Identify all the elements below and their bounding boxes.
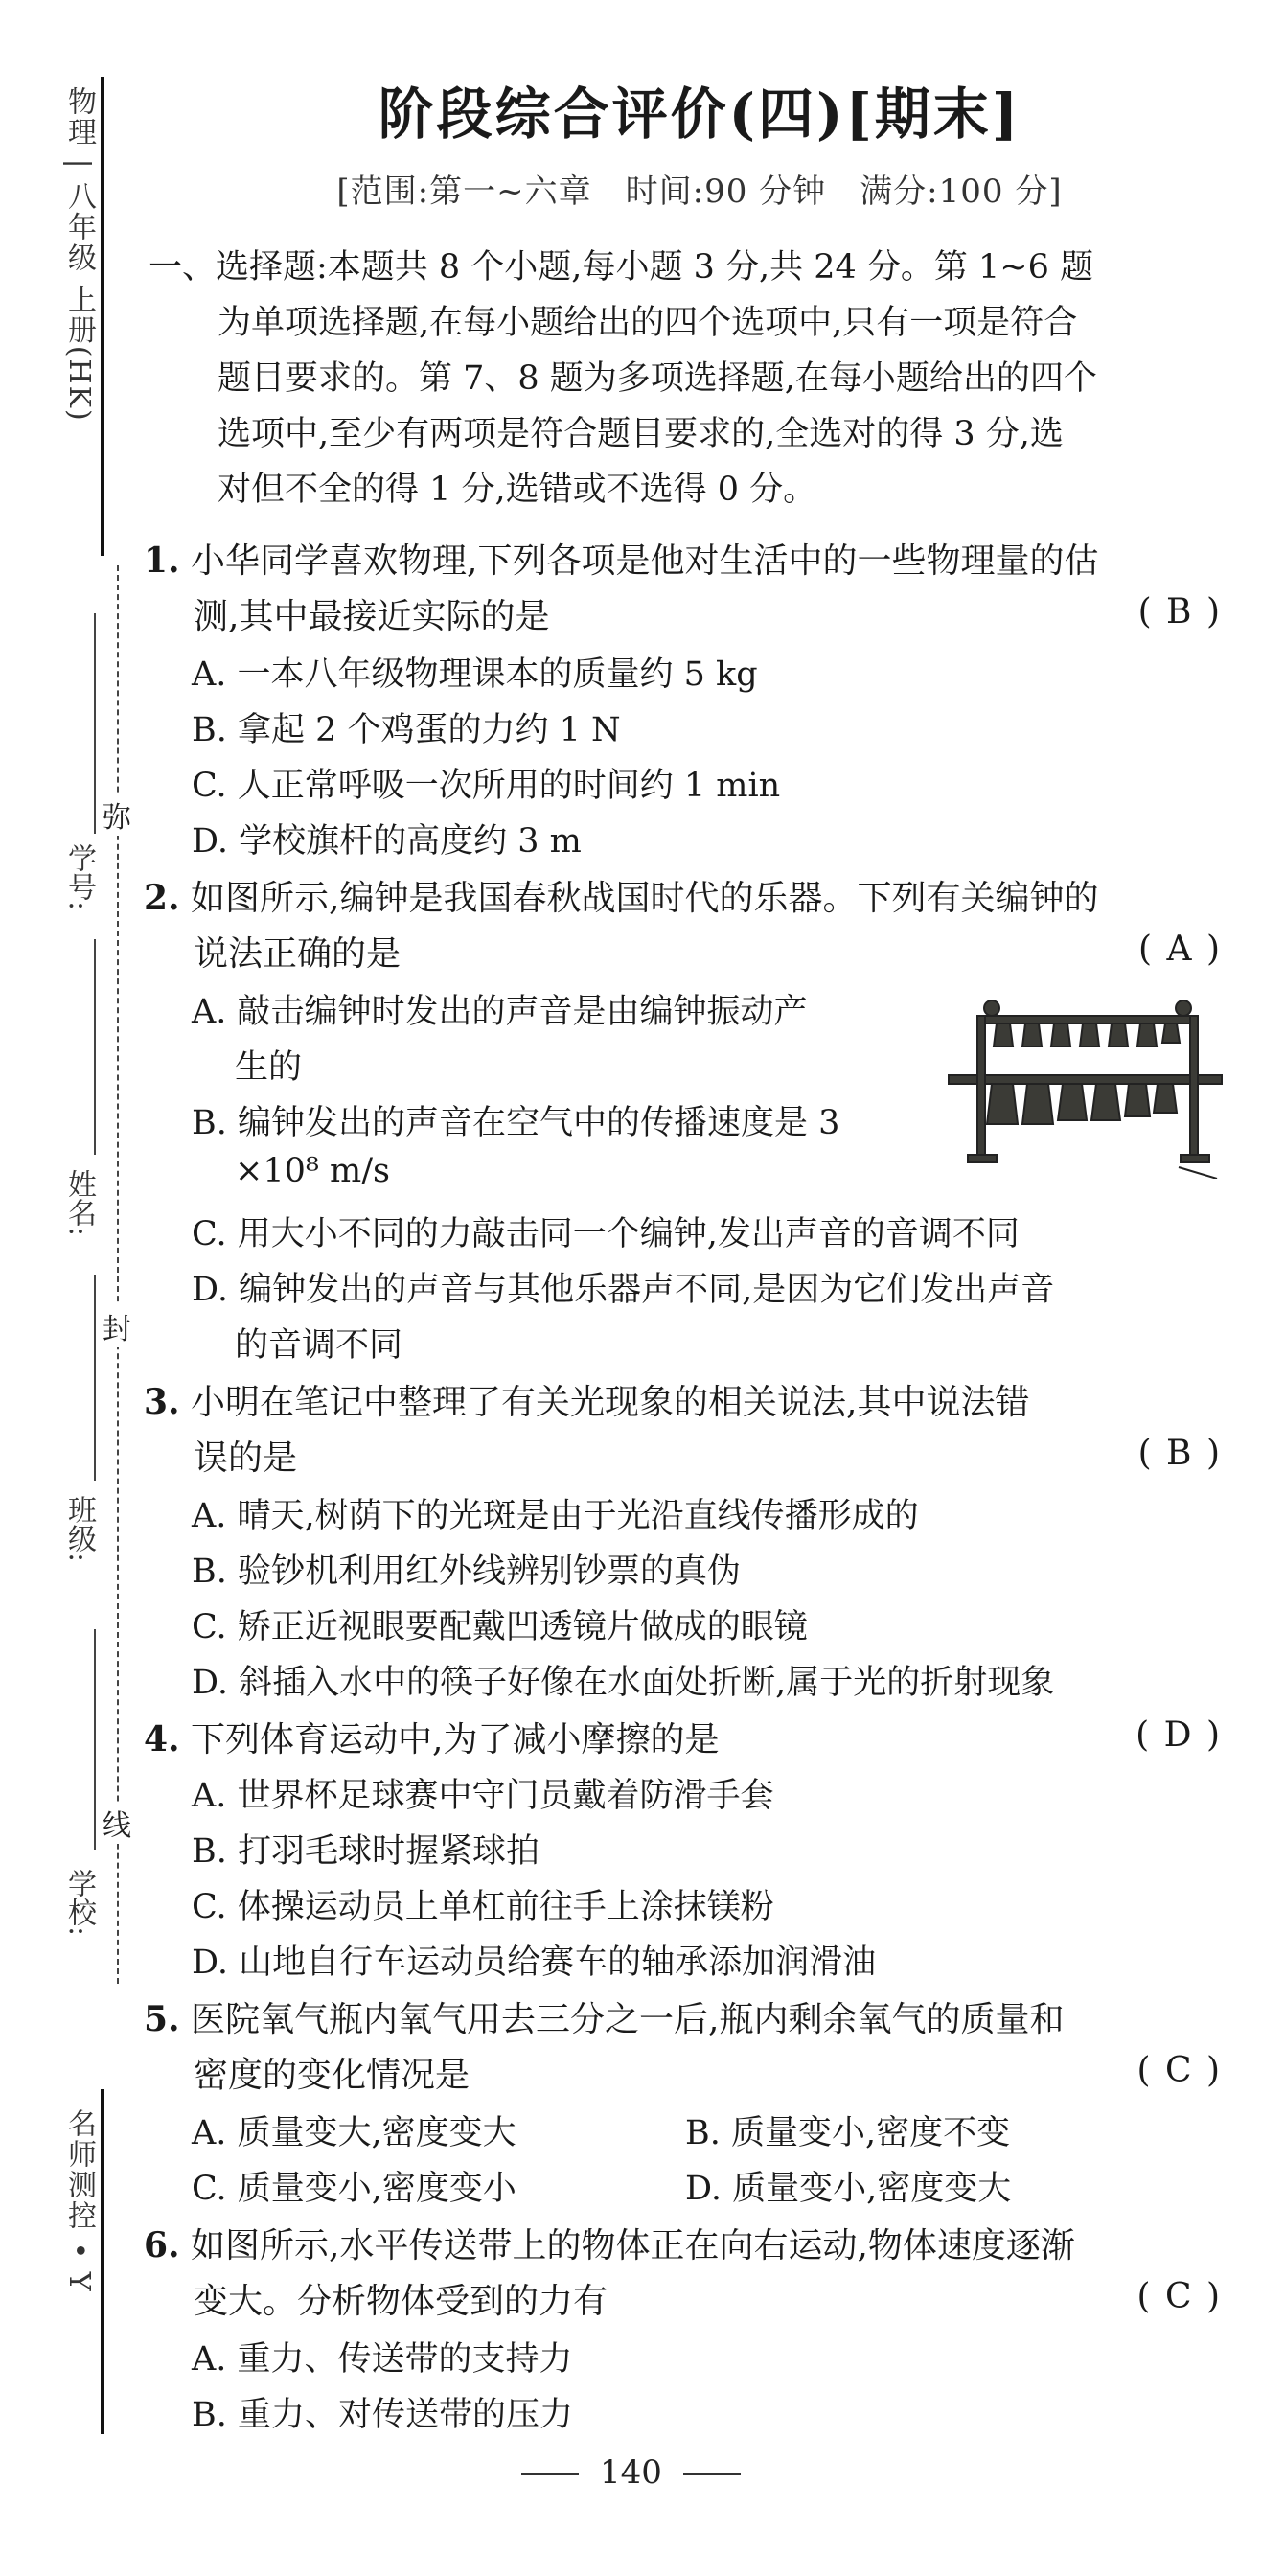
field-line-school	[94, 1629, 96, 1850]
section-line: 题目要求的。第 7、8 题为多项选择题,在每小题给出的四个	[218, 359, 1097, 398]
question-stem: 误的是	[194, 1438, 298, 1478]
option: B. 拿起 2 个鸡蛋的力约 1 N	[192, 711, 621, 749]
answer-4: ( D )	[1136, 1715, 1222, 1755]
question-stem: 变大。分析物体受到的力有	[194, 2282, 608, 2321]
margin-rule-top	[101, 77, 104, 556]
exam-scope: [范围:第一~六章 时间:90 分钟 满分:100 分]	[336, 172, 1063, 211]
field-school: 学校:	[62, 1869, 96, 1937]
answer-6: ( C )	[1136, 2277, 1222, 2316]
page-title: 阶段综合评价(四)[期末]	[378, 81, 1021, 147]
page-number-dash	[521, 2473, 579, 2475]
field-student-id: 学号:	[62, 843, 96, 911]
answer-1: ( B )	[1137, 592, 1222, 632]
option: A. 一本八年级物理课本的质量约 5 kg	[192, 656, 758, 694]
bianzhong-bells-figure	[939, 987, 1227, 1179]
question-number: 6.	[144, 2225, 180, 2266]
field-line-class	[94, 1275, 96, 1481]
section-line: 一、选择题:本题共 8 个小题,每小题 3 分,共 24 分。第 1~6 题	[149, 248, 1093, 287]
option: B. 编钟发出的声音在空气中的传播速度是 3	[192, 1104, 840, 1142]
margin-rule-bottom	[101, 2089, 104, 2434]
option: C. 体操运动员上单杠前往手上涂抹镁粉	[192, 1888, 774, 1926]
question-3	[144, 1374, 1222, 1486]
option: D. 学校旗杆的高度约 3 m	[192, 822, 582, 861]
option: D. 斜插入水中的筷子好像在水面处折断,属于光的折射现象	[192, 1664, 1055, 1702]
question-stem: 小华同学喜欢物理,下列各项是他对生活中的一些物理量的估	[191, 541, 1099, 581]
section-line: 为单项选择题,在每小题给出的四个选项中,只有一项是符合	[218, 304, 1078, 342]
question-number: 1.	[144, 540, 180, 581]
page-number-dash	[683, 2473, 741, 2475]
page-number	[0, 2453, 1262, 2492]
option: B. 重力、对传送带的压力	[192, 2396, 573, 2434]
binding-char-xian: 线	[101, 1802, 133, 1844]
question-number: 2.	[144, 878, 180, 918]
book-header: 物理 | 八年级 上册(HK)	[62, 86, 96, 423]
option: A. 世界杯足球赛中守门员戴着防滑手套	[192, 1777, 774, 1815]
option: C. 用大小不同的力敲击同一个编钟,发出声音的音调不同	[192, 1215, 1020, 1254]
question-stem: 测,其中最接近实际的是	[194, 597, 550, 636]
answer-5: ( C )	[1136, 2051, 1222, 2090]
option: D. 编钟发出的声音与其他乐器声不同,是因为它们发出声音	[192, 1271, 1055, 1309]
question-6	[144, 2218, 1222, 2330]
option-continued: 的音调不同	[235, 1326, 403, 1365]
question-stem: 说法正确的是	[194, 934, 402, 974]
question-1	[144, 533, 1222, 645]
field-line-student-id	[94, 613, 96, 834]
answer-2: ( A )	[1138, 930, 1222, 969]
question-stem: 下列体育运动中,为了减小摩擦的是	[191, 1720, 720, 1760]
question-stem: 如图所示,编钟是我国春秋战国时代的乐器。下列有关编钟的	[191, 879, 1099, 918]
question-stem: 密度的变化情况是	[194, 2056, 470, 2095]
answer-3: ( B )	[1137, 1434, 1222, 1473]
question-2	[144, 870, 1222, 982]
field-line-name	[94, 939, 96, 1155]
section-instructions	[149, 240, 1222, 518]
option: A. 敲击编钟时发出的声音是由编钟振动产	[192, 993, 808, 1031]
option: D. 质量变小,密度变大	[685, 2170, 1012, 2208]
option: B. 验钞机利用红外线辨别钞票的真伪	[192, 1552, 741, 1591]
option-continued: ×10⁸ m/s	[235, 1152, 390, 1190]
question-stem: 医院氧气瓶内氧气用去三分之一后,瓶内剩余氧气的质量和	[191, 2000, 1065, 2039]
option: B. 质量变小,密度不变	[685, 2114, 1011, 2152]
option: A. 质量变大,密度变大	[192, 2114, 516, 2152]
page-number-value: 140	[600, 2453, 662, 2492]
field-name: 姓名:	[62, 1169, 96, 1237]
question-number: 5.	[144, 1999, 180, 2039]
question-stem: 如图所示,水平传送带上的物体正在向右运动,物体速度逐渐	[191, 2226, 1075, 2266]
question-number: 3.	[144, 1382, 180, 1422]
option: C. 人正常呼吸一次所用的时间约 1 min	[192, 767, 781, 805]
question-number: 4.	[144, 1719, 180, 1760]
section-line: 对但不全的得 1 分,选错或不选得 0 分。	[218, 471, 817, 509]
question-stem: 小明在笔记中整理了有关光现象的相关说法,其中说法错	[191, 1383, 1030, 1422]
option: C. 质量变小,密度变小	[192, 2170, 516, 2208]
option: A. 晴天,树荫下的光斑是由于光沿直线传播形成的	[192, 1497, 919, 1535]
section-line: 选项中,至少有两项是符合题目要求的,全选对的得 3 分,选	[218, 415, 1064, 453]
option: A. 重力、传送带的支持力	[192, 2340, 573, 2379]
option: C. 矫正近视眼要配戴凹透镜片做成的眼镜	[192, 1608, 808, 1646]
field-class: 班级:	[62, 1495, 96, 1563]
binding-char-feng: 封	[101, 1305, 133, 1347]
option-continued: 生的	[235, 1048, 303, 1087]
publisher-mark: 名师测控 • Y	[62, 2108, 96, 2293]
option: B. 打羽毛球时握紧球拍	[192, 1832, 539, 1871]
binding-dashed-line	[117, 565, 119, 1984]
binding-char-mi: 弥	[101, 794, 133, 836]
question-5	[144, 1991, 1222, 2104]
option: D. 山地自行车运动员给赛车的轴承添加润滑油	[192, 1944, 877, 1982]
question-4	[144, 1712, 1222, 1768]
